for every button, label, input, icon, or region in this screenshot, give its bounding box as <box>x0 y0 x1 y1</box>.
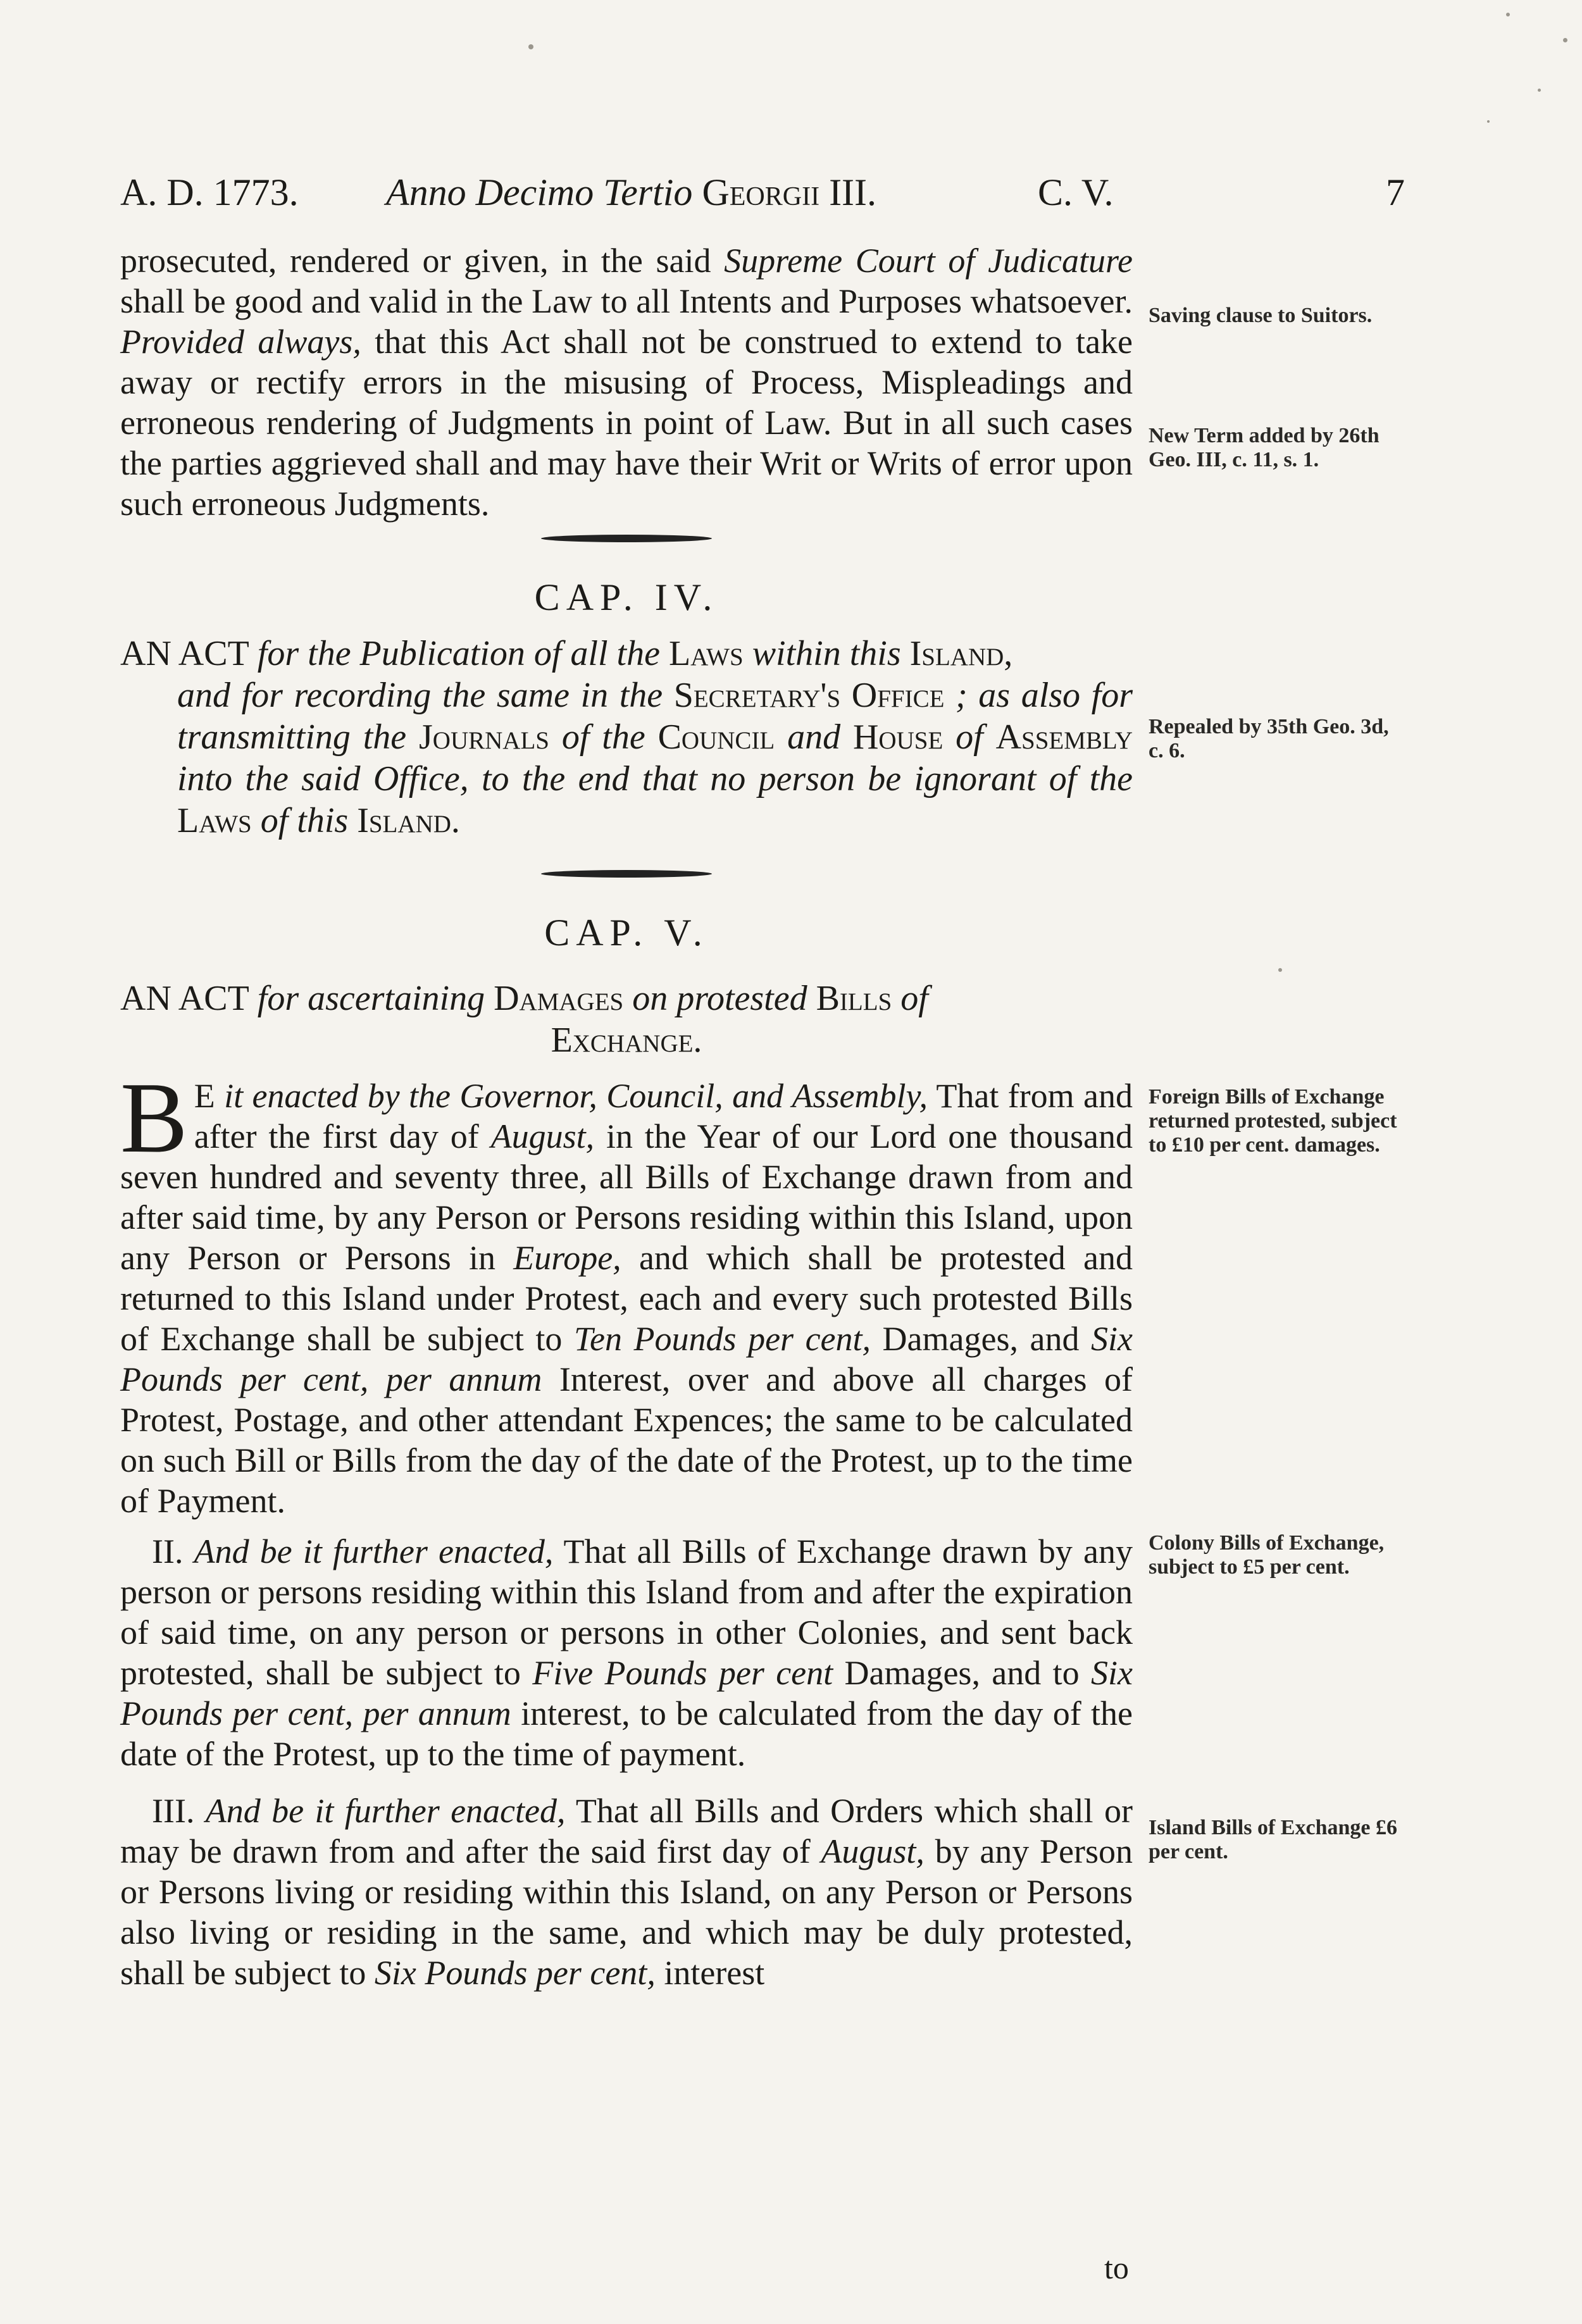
section-text: Damages, and <box>871 1320 1092 1358</box>
section-2 <box>120 1531 1133 1774</box>
rate-text: Ten Pounds per cent, <box>573 1320 871 1358</box>
act-title-text: and <box>775 718 853 757</box>
section-text: and which shall be protested and returned to this Island under Protest, each and every such protested Bills of Exchange shall be subject to <box>120 1239 1133 1358</box>
paper-speck <box>1563 38 1567 42</box>
month-word: August, <box>490 1117 595 1155</box>
cap-v-act-title <box>120 978 1133 1061</box>
section-3 <box>120 1791 1133 1993</box>
act-title-text: on protested <box>623 979 816 1018</box>
margin-note-foreign-bills: Foreign Bills of Exchange returned protested, subject to £10 per cent. damages. <box>1149 1085 1397 1157</box>
cap-v-heading: CAP. V. <box>544 912 709 954</box>
section-text: in the Year of our Lord one thousand seven hundred and seventy three, all Bills of Exchange drawn from and after said time, by any Person or Persons residing within this Island, upon any Person or Persons in <box>120 1117 1133 1277</box>
secretary-office: Secretary's Office <box>673 676 945 715</box>
intro-text-2: shall be good and valid in the Law to all Intents and Purposes whatsoever. <box>120 282 1133 320</box>
catchword: to <box>1104 2250 1129 2285</box>
section-text: interest <box>655 1954 765 1992</box>
island-word: Island. <box>357 801 460 840</box>
section-number: III. <box>152 1792 206 1830</box>
section-text: by any Person or Persons living or residing within this Island, on any Person or Persons also living or residing in the same, and which may be duly protested, shall be subject to <box>120 1832 1133 1992</box>
act-title-text: into the said Office, to the end that no person be ignorant of the <box>177 759 1133 798</box>
margin-note-colony-bills: Colony Bills of Exchange, subject to £5 per cent. <box>1149 1531 1385 1579</box>
cap-iv-heading: CAP. IV. <box>534 576 719 618</box>
act-title-text: for ascertaining <box>257 979 494 1018</box>
rate-text: Six Pounds per cent, <box>374 1954 656 1992</box>
act-title-text: for the Publication of all the <box>257 634 669 673</box>
exchange-word: Exchange. <box>551 1021 702 1060</box>
act-title-text: of the <box>549 718 658 757</box>
place-word: Europe, <box>513 1239 621 1277</box>
rate-text: Six Pounds per cent, per annum <box>120 1654 1133 1732</box>
paper-speck <box>528 44 533 49</box>
act-title-text: within this <box>743 634 910 673</box>
section-text: E <box>194 1077 225 1115</box>
intro-text-1: prosecuted, rendered or given, in the said <box>120 242 725 280</box>
margin-note-saving-clause: Saving clause to Suitors. <box>1149 304 1373 327</box>
bills-word: Bills <box>816 979 892 1018</box>
cap-iv-act-title <box>120 633 1133 842</box>
laws-word: Laws <box>668 634 744 673</box>
provided-always: Provided always, <box>120 323 361 361</box>
council-word: Council <box>657 718 775 757</box>
house-word: House <box>852 718 944 757</box>
act-title-text: ; as also for transmitting the <box>177 676 1133 757</box>
paper-speck <box>1278 968 1282 972</box>
act-title-text: of <box>892 979 928 1018</box>
rate-text: Six Pounds per cent, per annum <box>120 1320 1133 1398</box>
section-rule <box>541 535 712 542</box>
act-title-text: of <box>943 718 996 757</box>
drop-cap: B <box>120 1061 188 1174</box>
island-word: Island, <box>909 634 1013 673</box>
enacting-clause: it enacted by the Governor, Council, and Assembly, <box>224 1077 928 1115</box>
section-text: Damages, and to <box>833 1654 1092 1692</box>
intro-paragraph <box>120 240 1133 524</box>
page-header <box>120 171 1405 221</box>
section-rule <box>541 870 712 878</box>
margin-note-new-term: New Term added by 26th Geo. III, c. 11, s. 1. <box>1149 424 1380 471</box>
section-text: That all Bills of Exchange drawn by any person or persons residing within this Island from and after the expiration of said time, on any person or persons in other Colonies, and sent back protested, shall be subject to <box>120 1532 1133 1692</box>
month-word: August, <box>821 1832 925 1870</box>
assembly-word: Assembly <box>995 718 1133 757</box>
header-anno: Anno Decimo Tertio <box>386 171 693 213</box>
laws-word: Laws <box>177 801 252 840</box>
act-title-text: and for recording the same in the <box>177 676 674 715</box>
header-year: A. D. 1773. <box>120 171 299 213</box>
court-name: Supreme Court of Judicature <box>724 242 1133 280</box>
rate-text: Five Pounds per cent <box>532 1654 833 1692</box>
paper-speck <box>1538 89 1541 92</box>
section-number: II. <box>152 1532 194 1570</box>
an-act-label: AN ACT <box>120 634 258 673</box>
an-act-label: AN ACT <box>120 979 258 1018</box>
paper-speck <box>1506 13 1510 16</box>
paper-speck <box>1487 120 1490 123</box>
section-text: Interest, over and above all charges of Protest, Postage, and other attendant Expences; the same to be calculated on such Bill or Bills from the day of the date of the Protest, up to the time of Payment. <box>120 1360 1133 1520</box>
section-text: That from and after the first day of <box>194 1077 1133 1155</box>
enacting-clause: And be it further enacted, <box>194 1532 554 1570</box>
damages-word: Damages <box>494 979 624 1018</box>
enacting-clause: And be it further enacted, <box>205 1792 566 1830</box>
section-text: That all Bills and Orders which shall or may be drawn from and after the said first day of <box>120 1792 1133 1870</box>
header-georgii: Georgii III. <box>702 171 877 213</box>
act-title-text: of this <box>251 801 358 840</box>
margin-note-island-bills: Island Bills of Exchange £6 per cent. <box>1149 1816 1397 1863</box>
page-number: 7 <box>1386 171 1405 213</box>
header-chapter: C. V. <box>1038 171 1114 213</box>
header-regnal-title <box>386 171 876 214</box>
section-1 <box>120 1061 1133 1521</box>
journals-word: Journals <box>418 718 549 757</box>
section-text: interest, to be calculated from the day of the date of the Protest, up to the time of payment. <box>120 1694 1133 1773</box>
intro-text-3: that this Act shall not be construed to extend to take away or rectify errors in the misusing of Process, Mispleadings and erroneous rendering of Judgments in point of Law. But in all such cases the parties aggrieved shall and may have their Writ or Writs of error upon such erroneous Judgments. <box>120 323 1133 523</box>
margin-note-repealed: Repealed by 35th Geo. 3d, c. 6. <box>1149 715 1389 762</box>
